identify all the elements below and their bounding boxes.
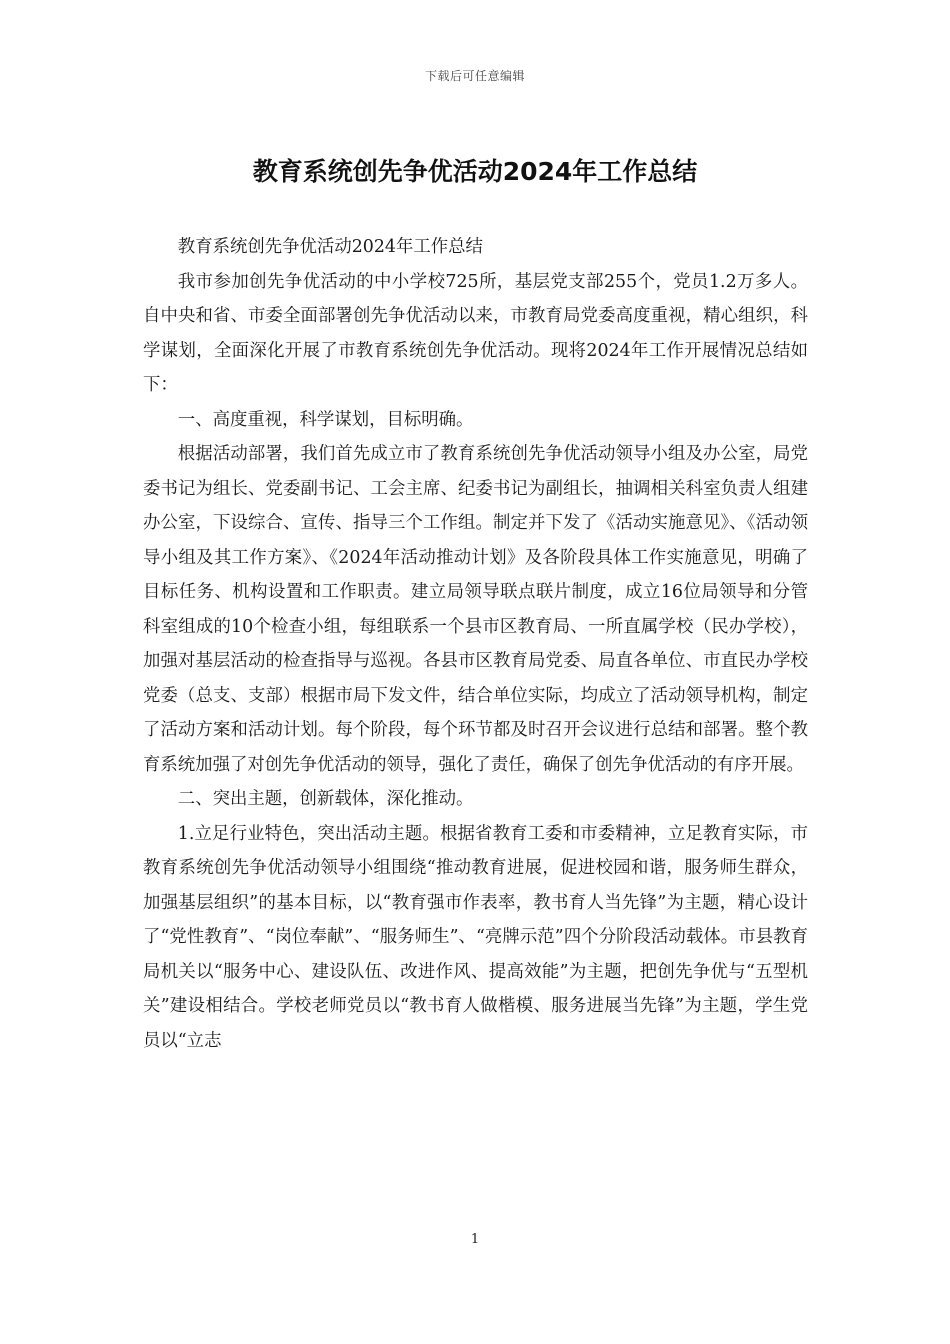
paragraph-section-2-item-1: 1.立足行业特色，突出活动主题。根据省教育工委和市委精神，立足教育实际，市教育系统创先争优活动领导小组围绕“推动教育进展，促进校园和谐，服务师生群众，加强基层组织”的基本目标，以“教育强市作表率，教书育人当先锋”为主题，精心设计了“党性教育”、“岗位奉献”、“服务师生”、“亮牌示范”四个分阶段活动载体。市县教育局机关以“服务中心、建设队伍、改进作风、提高效能”为主题，把创先争优与“五型机关”建设相结合。学校老师党员以“教书育人做楷模、服务进展当先锋”为主题，学生党员以“立志 (143, 823, 808, 1051)
page-header-note: 下载后可任意编辑 (424, 69, 525, 83)
paragraph-subtitle: 教育系统创先争优活动2024年工作总结 (177, 237, 483, 257)
page-number: 1 (470, 1232, 480, 1247)
document-body (143, 230, 808, 1058)
section-heading-1: 一、高度重视，科学谋划，目标明确。 (177, 409, 474, 430)
paragraph-intro: 我市参加创先争优活动的中小学校725所，基层党支部255个，党员1.2万多人。自中央和省、市委全面部署创先争优活动以来，市教育局党委高度重视，精心组织，科学谋划，全面深化开展了市教育系统创先争优活动。现将2024年工作开展情况总结如下： (143, 271, 808, 395)
paragraph-section-1: 根据活动部署，我们首先成立市了教育系统创先争优活动领导小组及办公室，局党委书记为组长、党委副书记、工会主席、纪委书记为副组长，抽调相关科室负责人组建办公室，下设综合、宣传、指导三个工作组。制定并下发了《活动实施意见》、《活动领导小组及其工作方案》、《2024年活动推动计划》及各阶段具体工作实施意见，明确了目标任务、机构设置和工作职责。建立局领导联点联片制度，成立16位局领导和分管科室组成的10个检查小组，每组联系一个县市区教育局、一所直属学校（民办学校），加强对基层活动的检查指导与巡视。各县市区教育局党委、局直各单位、市直民办学校党委（总支、支部）根据市局下发文件，结合单位实际，均成立了活动领导机构，制定了活动方案和活动计划。每个阶段，每个环节都及时召开会议进行总结和部署。整个教育系统加强了对创先争优活动的领导，强化了责任，确保了创先争优活动的有序开展。 (143, 444, 808, 775)
section-heading-2: 二、突出主题，创新载体，深化推动。 (177, 789, 474, 809)
document-title: 教育系统创先争优活动2024年工作总结 (252, 157, 698, 186)
